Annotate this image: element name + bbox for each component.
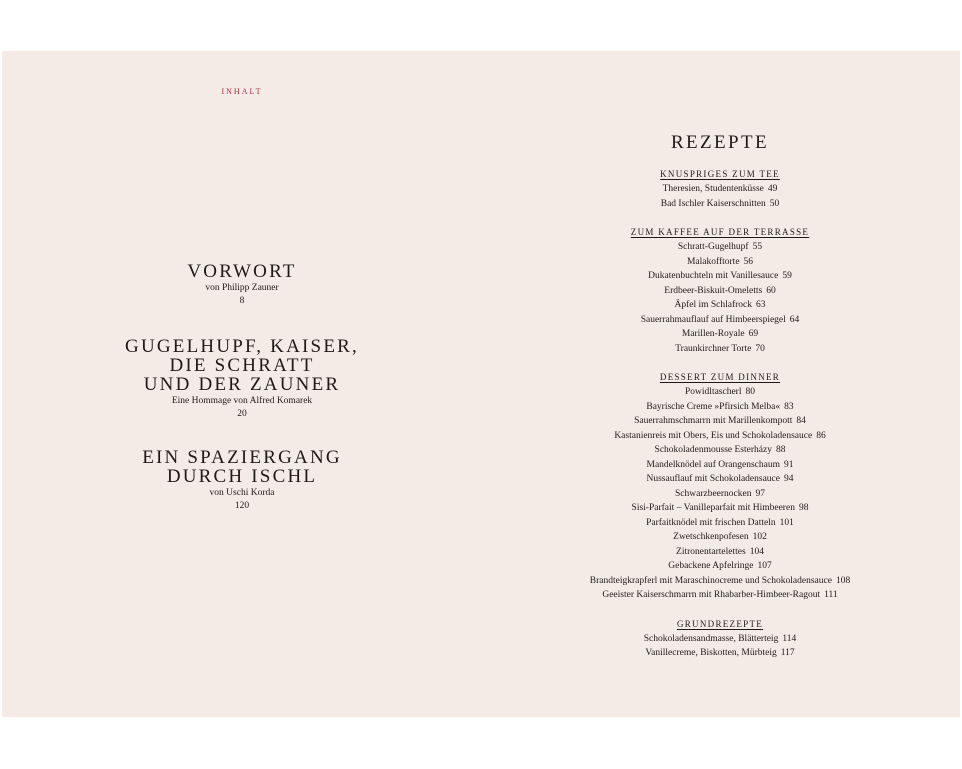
recipe-page-number: 108 (835, 575, 851, 586)
recipe-name: Schokoladensandmasse, Blätterteig (643, 633, 779, 644)
essay-page-number: 20 (237, 409, 247, 419)
recipe-entry[interactable] (522, 313, 918, 328)
essay-author: von Philipp Zauner (205, 283, 279, 293)
recipe-entry[interactable] (522, 240, 918, 255)
recipe-entry[interactable] (522, 574, 918, 589)
recipe-section (522, 167, 918, 211)
recipe-name: Powidltascherl (685, 387, 742, 397)
recipe-entry[interactable] (522, 255, 918, 270)
recipe-page-number: 80 (745, 387, 755, 397)
recipe-page-number: 83 (784, 401, 794, 412)
section-title: ZUM KAFFEE AUF DER TERRASSE (630, 227, 810, 237)
recipe-name: Schratt-Gugelhupf (677, 242, 749, 252)
recipe-page-number: 91 (783, 459, 794, 470)
essay-title: GUGELHUPF, KAISER, DIE SCHRATT UND DER ZAUNER (125, 336, 359, 395)
recipe-page-number: 94 (784, 474, 794, 484)
recipe-entry[interactable] (522, 414, 918, 429)
recipe-page-number: 98 (798, 503, 809, 513)
recipes-column (522, 131, 918, 675)
essay-title: VORWORT (187, 261, 297, 282)
recipe-entry[interactable] (522, 646, 918, 661)
essay-author: von Uschi Korda (209, 488, 275, 498)
recipe-section (522, 617, 918, 661)
recipe-entry[interactable] (522, 385, 918, 400)
recipe-entry[interactable] (522, 487, 918, 502)
recipes-heading: REZEPTE (670, 132, 770, 153)
recipe-entry[interactable] (522, 400, 918, 415)
recipe-name: Gebackene Apfelringe (668, 561, 754, 571)
recipe-entry[interactable] (522, 530, 918, 545)
recipe-entry[interactable] (522, 298, 918, 313)
recipe-name: Bayrische Creme »Pfirsich Melba« (646, 401, 781, 412)
recipe-name: Schwarzbeernocken (675, 488, 752, 499)
recipe-entry[interactable] (522, 284, 918, 299)
recipe-page-number: 49 (767, 184, 778, 194)
recipe-entry[interactable] (522, 501, 918, 516)
recipe-name: Kastanienreis mit Obers, Eis und Schokoladensauce (614, 430, 813, 441)
recipe-entry[interactable] (522, 632, 918, 647)
recipe-entry[interactable] (522, 182, 918, 197)
recipe-name: Zwetschkenpofesen (673, 532, 749, 542)
recipe-name: Parfaitknödel mit frischen Datteln (646, 517, 776, 528)
section-title: KNUSPRIGES ZUM TEE (660, 169, 780, 179)
recipe-entry[interactable] (522, 443, 918, 458)
recipe-name: Traunkirchner Torte (675, 343, 752, 354)
page-label: INHALT (221, 87, 263, 96)
recipe-page-number: 88 (775, 445, 786, 455)
recipe-page-number: 111 (824, 590, 838, 600)
recipe-page-number: 55 (752, 242, 763, 252)
section-title: GRUNDREZEPTE (676, 618, 764, 629)
recipe-page-number: 101 (779, 517, 794, 528)
recipe-name: Äpfel im Schlafrock (674, 300, 753, 310)
recipe-section (522, 225, 918, 356)
recipe-name: Brandteigkrapferl mit Maraschinocreme und Schokoladensauce (589, 575, 832, 586)
recipe-page-number: 114 (782, 633, 797, 644)
recipe-page-number: 107 (757, 561, 772, 571)
recipe-page-number: 50 (769, 198, 780, 209)
essay-page-number: 120 (234, 501, 250, 511)
recipe-entry[interactable] (522, 342, 918, 357)
recipe-name: Sauerrahmschmarrn mit Marillenkompott (634, 416, 793, 426)
recipe-page-number: 60 (766, 285, 776, 296)
recipe-page-number: 70 (755, 343, 765, 354)
recipe-name: Nussauflauf mit Schokoladensauce (646, 474, 780, 484)
recipe-page-number: 63 (756, 300, 766, 310)
recipe-page-number: 102 (752, 532, 767, 542)
recipe-name: Erdbeer-Biskuit-Omeletts (664, 285, 763, 296)
recipe-name: Vanillecreme, Biskotten, Mürbteig (645, 648, 777, 658)
recipe-entry[interactable] (522, 559, 918, 574)
recipe-name: Zitronentartelettes (676, 546, 746, 557)
recipe-page-number: 97 (755, 488, 765, 499)
essay-entry-vorwort[interactable] (92, 262, 392, 308)
book-spread (2, 51, 960, 717)
essay-entry-gugelhupf[interactable] (92, 337, 392, 421)
essay-entry-spaziergang[interactable] (92, 448, 392, 513)
recipe-sections (522, 167, 918, 661)
recipe-page-number: 104 (749, 546, 764, 557)
recipe-page-number: 117 (780, 648, 795, 658)
recipe-name: Sauerrahmauflauf auf Himbeerspiegel (640, 314, 786, 325)
recipe-page-number: 69 (748, 329, 759, 339)
essay-author: Eine Hommage von Alfred Komarek (171, 396, 313, 406)
essay-page-number: 8 (239, 296, 245, 306)
recipe-name: Dukatenbuchteln mit Vanillesauce (648, 271, 779, 281)
recipe-name: Mandelknödel auf Orangenschaum (646, 459, 780, 470)
recipe-page-number: 56 (743, 256, 754, 267)
recipe-entry[interactable] (522, 429, 918, 444)
recipe-page-number: 84 (796, 416, 806, 426)
recipe-name: Theresien, Studentenküsse (662, 184, 764, 194)
essay-title: EIN SPAZIERGANG DURCH ISCHL (142, 447, 342, 487)
recipe-name: Geeister Kaiserschmarrn mit Rhabarber-Himbeer-Ragout (602, 590, 821, 600)
recipe-entry[interactable] (522, 588, 918, 603)
recipe-entry[interactable] (522, 458, 918, 473)
recipe-name: Bad Ischler Kaiserschnitten (660, 198, 766, 209)
recipe-entry[interactable] (522, 472, 918, 487)
recipe-entry[interactable] (522, 327, 918, 342)
recipe-page-number: 86 (816, 430, 826, 441)
recipe-section (522, 370, 918, 603)
recipe-page-number: 59 (782, 271, 792, 281)
recipe-page-number: 64 (789, 314, 800, 325)
recipe-entry[interactable] (522, 197, 918, 212)
recipe-name: Schokoladenmousse Esterházy (654, 445, 772, 455)
recipe-entry[interactable] (522, 269, 918, 284)
recipe-name: Sisi-Parfait – Vanilleparfait mit Himbeeren (631, 503, 795, 513)
recipe-entry[interactable] (522, 516, 918, 531)
recipe-name: Malakofftorte (686, 256, 740, 267)
recipe-entry[interactable] (522, 545, 918, 560)
section-title: DESSERT ZUM DINNER (659, 372, 781, 382)
recipe-name: Marillen-Royale (681, 329, 745, 339)
